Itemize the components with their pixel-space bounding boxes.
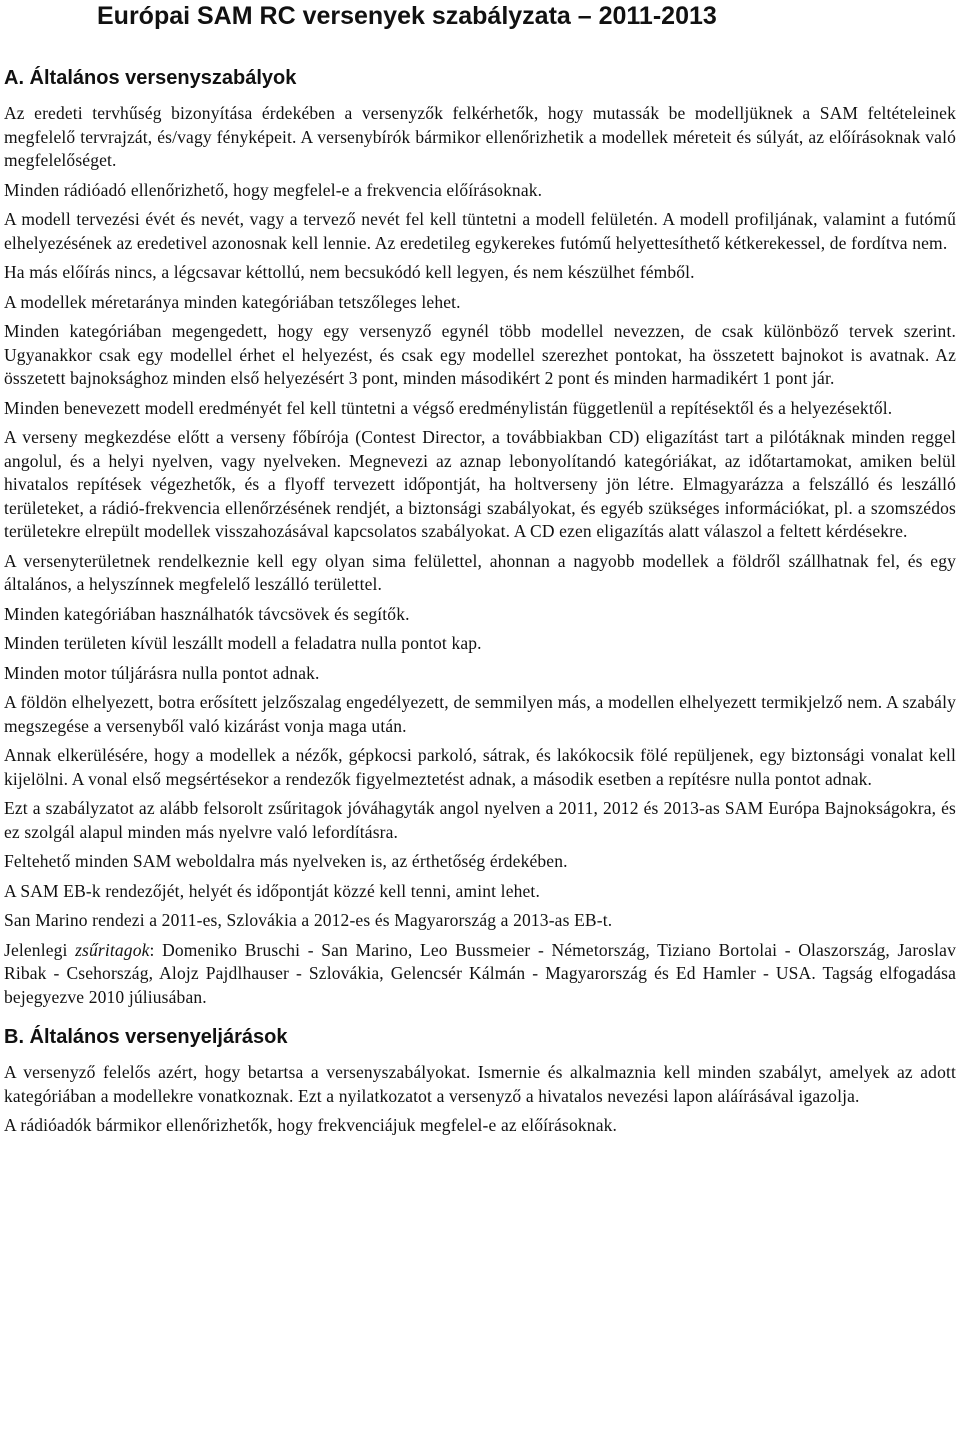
paragraph: A modell tervezési évét és nevét, vagy a tervező nevét fel kell tüntetni a modell felületén. A modell profiljának, valamint a futómű elhelyezésének az eredetivel azonosnak kell lennie. Az eredetileg egykerekes futómű helyettesíthető kétkerekessel, de fordítva nem. [4, 209, 956, 253]
paragraph: Minden kategóriában használhatók távcsövek és segítők. [4, 603, 410, 624]
paragraph: Feltehető minden SAM weboldalra más nyelveken is, az érthetőség érdekében. [4, 851, 568, 871]
jury-members: : Domeniko Bruschi - San Marino, Leo Bussmeier - Németország, Tiziano Bortolai - Olaszország, Jaroslav Ribak - Csehország, Alojz Pajdlhauser - Szlovákia, Gelencsér Kálmán - Magyarország és Ed Hamler - USA. Tagság elfogadása bejegyezve 2010 júliusában. [4, 939, 956, 1007]
paragraph: Minden rádióadó ellenőrizhető, hogy megfelel-e a frekvencia előírásoknak. [4, 179, 543, 200]
jury-prefix: Jelenlegi [4, 939, 76, 960]
paragraph: San Marino rendezi a 2011-es, Szlovákia a 2012-es és Magyarország a 2013-as EB-t. [4, 910, 613, 930]
paragraph: Annak elkerülésére, hogy a modellek a nézők, gépkocsi parkoló, sátrak, és lakókocsik fölé repüljenek, egy biztonsági vonalat kell kijelölni. A vonal első megsértésekor a rendezők figyelmeztetést adnak, a második esetben a repítésre nulla pontot adnak. [4, 745, 956, 789]
paragraph: A modellek méretaránya minden kategóriában tetszőleges lehet. [4, 291, 461, 312]
paragraph: Minden motor túljárásra nulla pontot adnak. [4, 662, 320, 683]
paragraph: A rádióadók bármikor ellenőrizhetők, hogy frekvenciájuk megfelel-e az előírásoknak. [4, 1115, 618, 1135]
paragraph: Minden benevezett modell eredményét fel kell tüntetni a végső eredménylistán függetlenül a repítésektől és a helyezésektől. [4, 397, 893, 418]
paragraph: Ezt a szabályzatot az alább felsorolt zsűritagok jóváhagyták angol nyelven a 2011, 2012 és 2013-as SAM Európa Bajnokságokra, és ez szolgál alapul minden más nyelvre való lefordításra. [4, 798, 956, 842]
paragraph: Minden területen kívül leszállt modell a feladatra nulla pontot kap. [4, 633, 482, 653]
paragraph: A verseny megkezdése előtt a verseny főbírója (Contest Director, a továbbiakban CD) eligazítást tart a pilótáknak minden reggel angolul, és a helyi nyelven, vagy nyelveken. Megnevezi az aznap lebonyolítandó kategóriákat, az időtartamokat, amiken belül hivatalos repítések végezhetők, és a flyoff tervezett időpontját, ha holtverseny jön létre. Elmagyarázza a felszálló és leszálló területeket, a rádió-frekvencia ellenőrzésének rendjét, a biztonsági szabályokat, és egyéb szükséges információkat, pl. a szomszédos területekre elrepült modellek visszahozásával kapcsolatos szabályokat. A CD ezen eligazítás alatt válaszol a feltett kérdésekre. [4, 427, 956, 541]
jury-paragraph [4, 939, 956, 1010]
paragraph: A SAM EB-k rendezőjét, helyét és időpontját közzé kell tenni, amint lehet. [4, 880, 540, 901]
section-b-heading: B. Általános versenyeljárások [4, 1026, 288, 1048]
jury-emphasis: zsűritagok [75, 939, 150, 960]
paragraph: Ha más előírás nincs, a légcsavar kéttollú, nem becsukódó kell legyen, és nem készülhet fémből. [4, 262, 695, 282]
paragraph: Minden kategóriában megengedett, hogy egy versenyző egynél több modellel nevezzen, de csak különböző tervek szerint. Ugyanakkor csak egy modellel érhet el helyezést, és csak egy modellel szerezhet pontokat, ha összetett bajnokot is avatnak. Az összetett bajnoksághoz minden első helyezésért 3 pont, minden másodikért 2 pont és minden harmadikért 1 pont jár. [4, 321, 956, 388]
paragraph: A versenyterületnek rendelkeznie kell egy olyan sima felülettel, ahonnan a nagyobb modellek a földről szállhatnak fel, és egy általános, a helyszínnek megfelelő leszálló területtel. [4, 550, 956, 594]
section-a-heading: A. Általános versenyszabályok [4, 67, 297, 89]
paragraph: A földön elhelyezett, botra erősített jelzőszalag engedélyezett, de semmilyen más, a modellen elhelyezett termikjelző nem. A szabály megszegése a versenyből való kizárást vonja maga után. [4, 692, 956, 736]
document-title: Európai SAM RC versenyek szabályzata – 2011-2013 [97, 2, 717, 30]
paragraph: Az eredeti tervhűség bizonyítása érdekében a versenyzők felkérhetők, hogy mutassák be modelljüknek a SAM feltételeinek megfelelő tervrajzát, és/vagy fényképeit. A versenybírók bármikor ellenőrizhetik a modellek méreteit és súlyát, az előírásoknak való megfelelőséget. [4, 103, 956, 170]
paragraph: A versenyző felelős azért, hogy betartsa a versenyszabályokat. Ismernie és alkalmaznia kell minden szabályt, amelyek az adott kategóriában a modellekre vonatkoznak. Ezt a nyilatkozatot a versenyző a hivatalos nevezési lapon aláírásával igazolja. [4, 1062, 956, 1106]
